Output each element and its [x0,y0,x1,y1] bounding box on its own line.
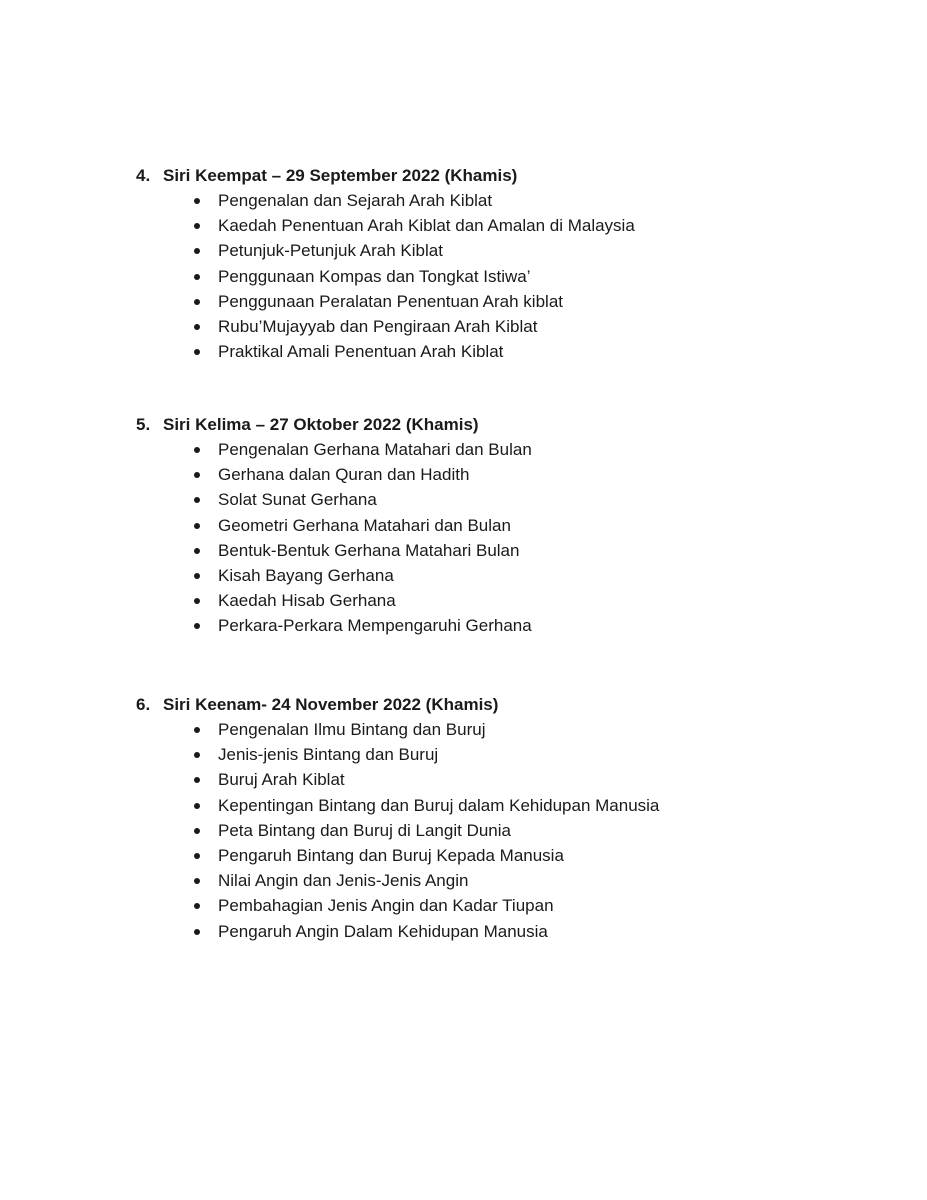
bullet-icon [194,853,200,859]
bullet-icon [194,903,200,909]
list-item-text: Pengaruh Bintang dan Buruj Kepada Manusia [218,845,564,865]
bullet-icon [194,548,200,554]
list-item-text: Nilai Angin dan Jenis-Jenis Angin [218,871,469,891]
list-item [136,588,836,613]
section-siri-kelima [136,412,836,639]
list-item-text: Penggunaan Peralatan Penentuan Arah kiblat [218,291,563,311]
list-item [136,613,836,638]
list-item [136,742,836,767]
section-siri-keempat [136,163,836,364]
bullet-icon [194,598,200,604]
list-item [136,314,836,339]
bullet-icon [194,299,200,305]
list-item [136,793,836,818]
list-item [136,868,836,893]
list-item [136,188,836,213]
list-item [136,538,836,563]
bullet-icon [194,878,200,884]
section-title: Siri Keempat – 29 September 2022 (Khamis) [163,166,518,185]
bullet-list [136,188,836,364]
section-siri-keenam [136,692,836,944]
bullet-icon [194,523,200,529]
bullet-icon [194,573,200,579]
list-item-text: Kaedah Penentuan Arah Kiblat dan Amalan di Malaysia [218,216,635,236]
bullet-list [136,717,836,944]
list-item-text: Gerhana dalan Quran dan Hadith [218,465,470,485]
bullet-icon [194,274,200,280]
bullet-icon [194,248,200,254]
bullet-icon [194,727,200,733]
section-title: Siri Keenam- 24 November 2022 (Khamis) [163,695,499,714]
bullet-icon [194,324,200,330]
list-item-text: Solat Sunat Gerhana [218,490,377,510]
bullet-icon [194,828,200,834]
list-item [136,513,836,538]
list-item-text: Penggunaan Kompas dan Tongkat Istiwa’ [218,266,531,286]
list-item-text: Geometri Gerhana Matahari dan Bulan [218,515,511,535]
bullet-icon [194,223,200,229]
list-item-text: Perkara-Perkara Mempengaruhi Gerhana [218,616,532,636]
list-item [136,563,836,588]
list-item [136,264,836,289]
bullet-icon [194,929,200,935]
list-item [136,818,836,843]
list-item-text: Petunjuk-Petunjuk Arah Kiblat [218,241,443,261]
bullet-icon [194,803,200,809]
section-heading [136,163,836,188]
bullet-icon [194,472,200,478]
list-item [136,843,836,868]
list-item [136,893,836,918]
list-item-text: Jenis-jenis Bintang dan Buruj [218,745,439,765]
section-number: 6. [136,695,151,714]
list-item-text: Pembahagian Jenis Angin dan Kadar Tiupan [218,896,554,916]
list-item [136,767,836,792]
section-title: Siri Kelima – 27 Oktober 2022 (Khamis) [163,415,479,434]
section-heading [136,412,836,437]
section-heading [136,692,836,717]
list-item-text: Pengenalan Ilmu Bintang dan Buruj [218,720,486,739]
bullet-icon [194,497,200,503]
list-item-text: Buruj Arah Kiblat [218,770,345,790]
list-item [136,487,836,512]
list-item [136,717,836,742]
list-item-text: Kepentingan Bintang dan Buruj dalam Kehidupan Manusia [218,795,660,815]
list-item [136,213,836,238]
list-item-text: Pengenalan dan Sejarah Arah Kiblat [218,191,493,210]
list-item [136,339,836,364]
list-item-text: Pengaruh Angin Dalam Kehidupan Manusia [218,921,548,941]
list-item [136,238,836,263]
list-item-text: Bentuk-Bentuk Gerhana Matahari Bulan [218,540,520,560]
bullet-icon [194,198,200,204]
list-item [136,919,836,944]
bullet-icon [194,777,200,783]
bullet-icon [194,447,200,453]
list-item [136,437,836,462]
list-item-text: Kaedah Hisab Gerhana [218,591,396,611]
bullet-icon [194,623,200,629]
bullet-icon [194,752,200,758]
section-number: 4. [136,166,151,185]
list-item-text: Peta Bintang dan Buruj di Langit Dunia [218,820,511,840]
bullet-icon [194,349,200,355]
bullet-list [136,437,836,639]
list-item-text: Rubu’Mujayyab dan Pengiraan Arah Kiblat [218,316,538,336]
list-item-text: Praktikal Amali Penentuan Arah Kiblat [218,342,504,362]
list-item [136,462,836,487]
section-number: 5. [136,415,151,434]
list-item-text: Kisah Bayang Gerhana [218,565,394,585]
list-item [136,289,836,314]
list-item-text: Pengenalan Gerhana Matahari dan Bulan [218,440,532,459]
